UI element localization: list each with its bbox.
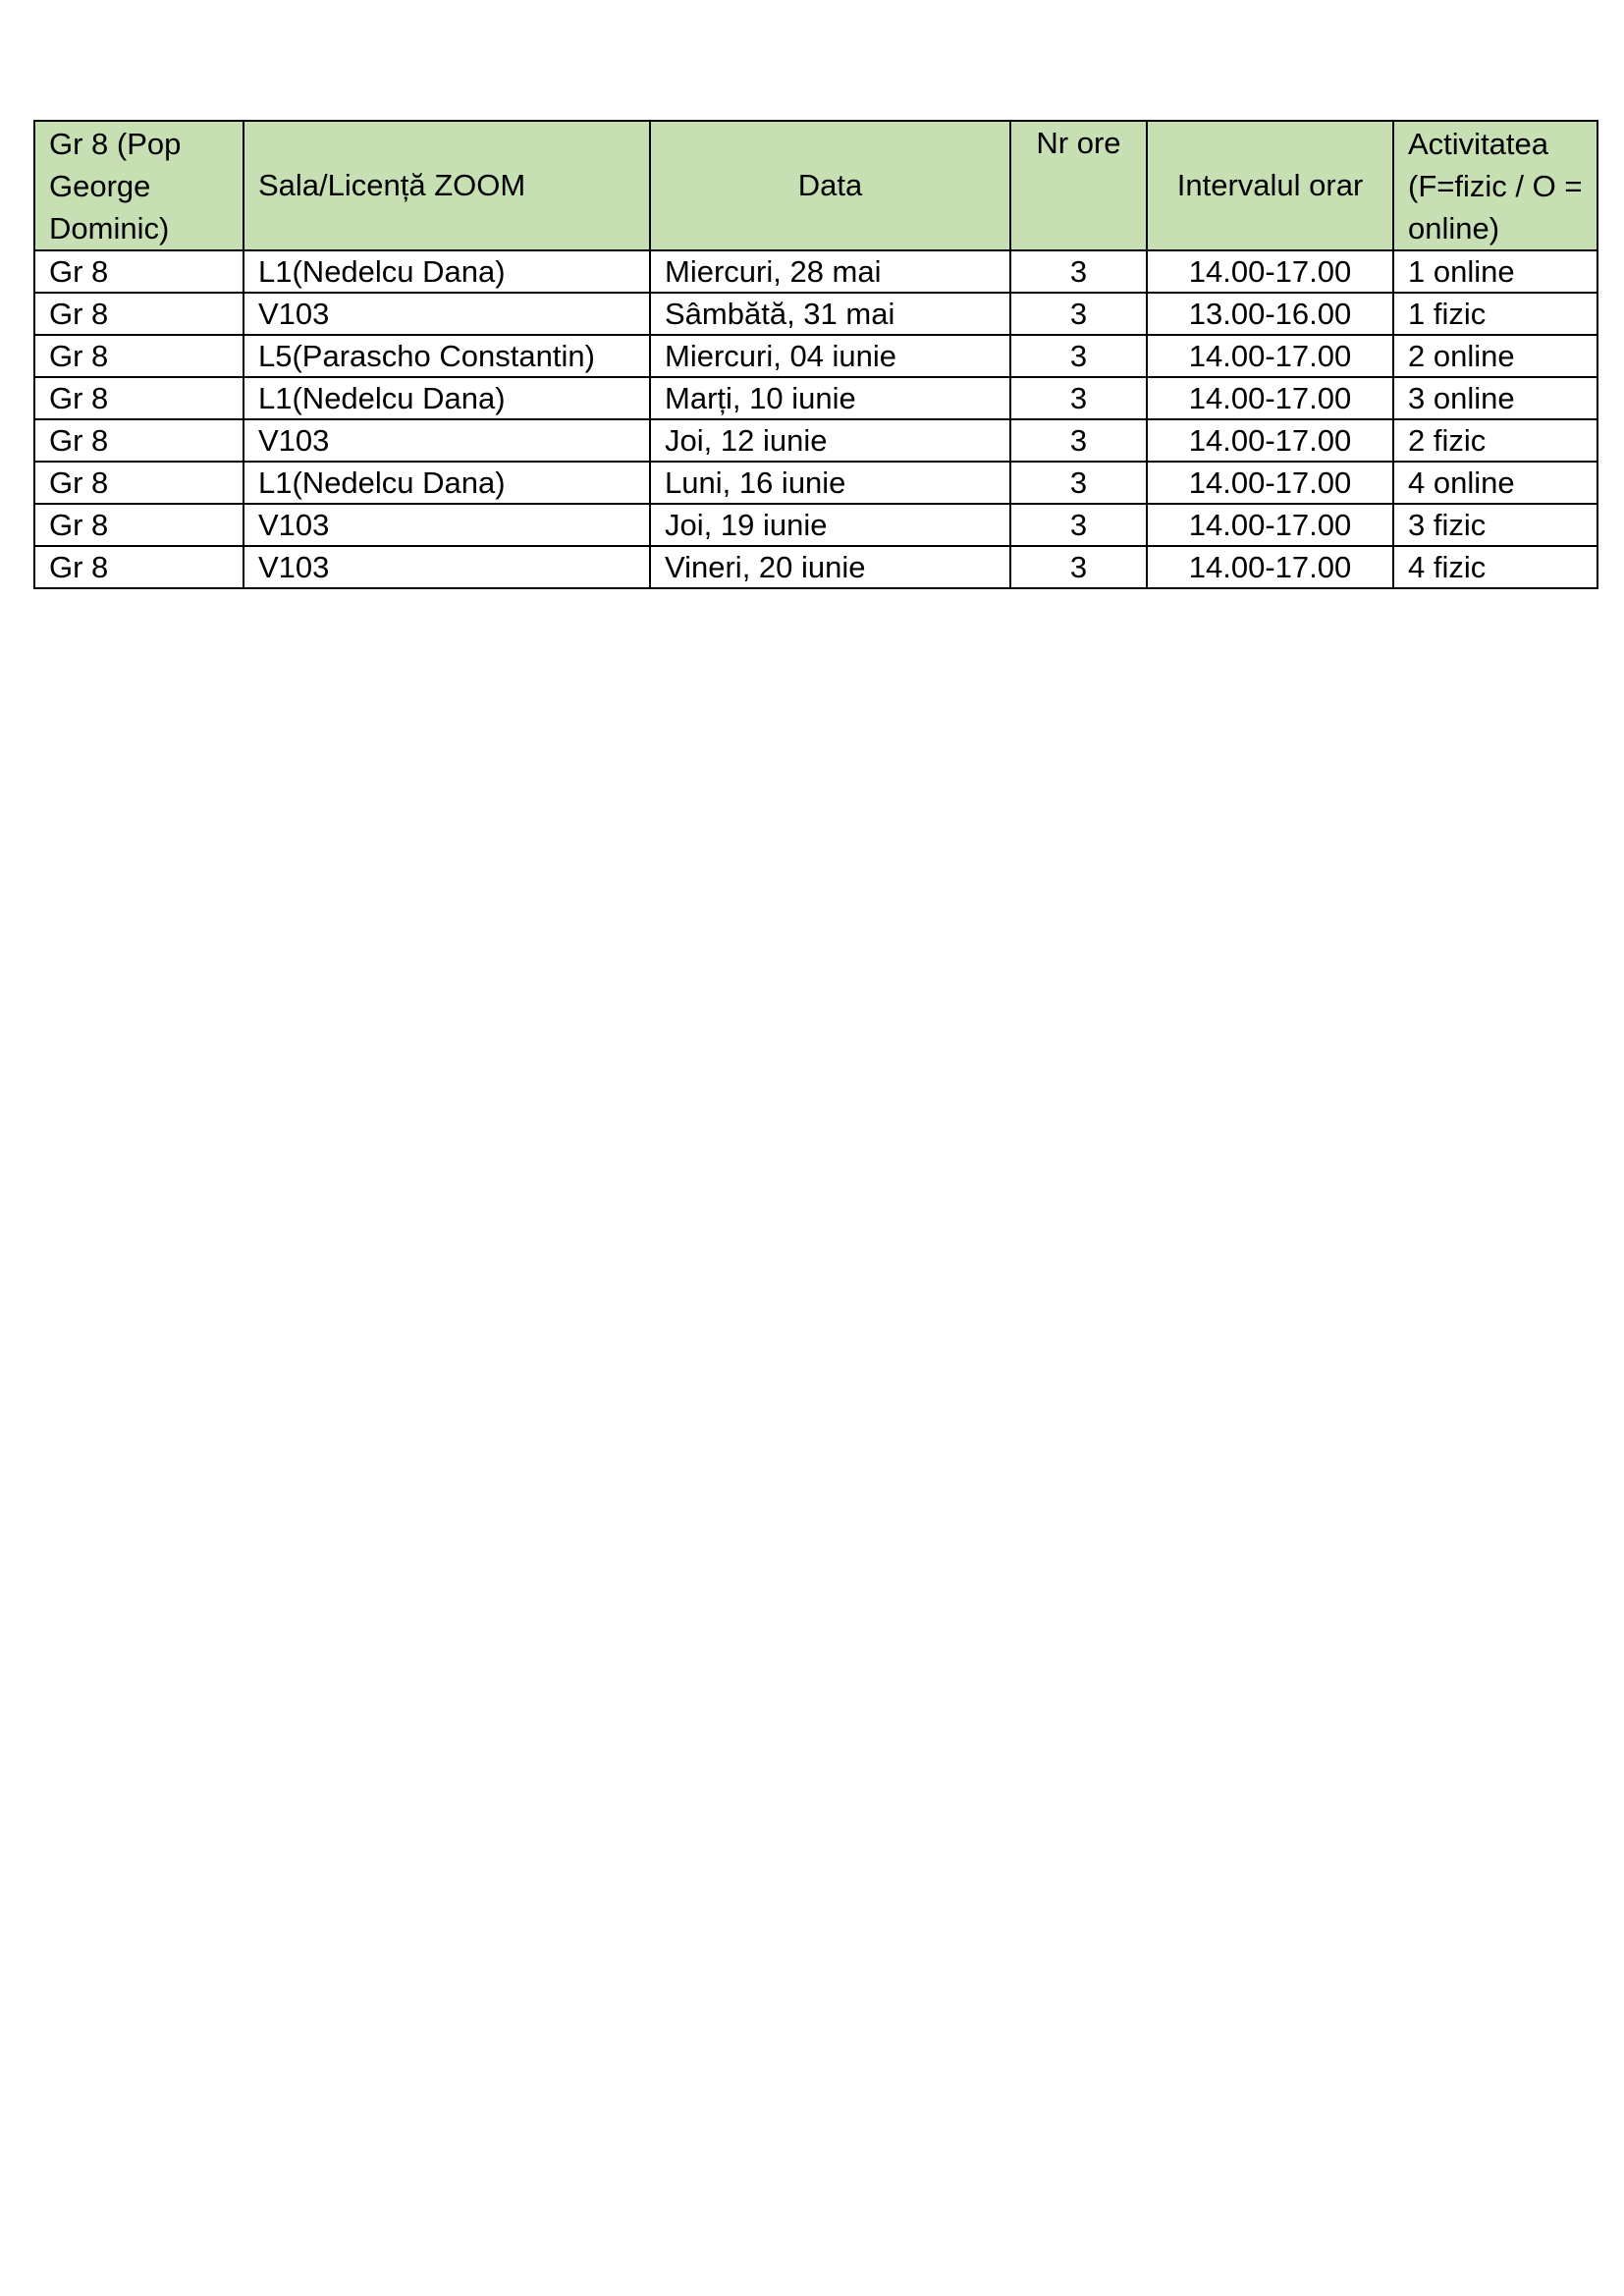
cell-group: Gr 8	[34, 419, 244, 462]
cell-hours: 3	[1010, 546, 1147, 588]
table-row	[34, 546, 1597, 588]
cell-interval: 13.00-16.00	[1147, 293, 1393, 335]
cell-activity: 1 fizic	[1393, 293, 1597, 335]
table-row	[34, 293, 1597, 335]
cell-room: V103	[244, 546, 650, 588]
cell-hours: 3	[1010, 335, 1147, 377]
header-hours: Nr ore	[1010, 121, 1147, 250]
cell-activity: 3 online	[1393, 377, 1597, 419]
table-row	[34, 504, 1597, 546]
cell-date: Vineri, 20 iunie	[650, 546, 1010, 588]
schedule-table	[33, 120, 1598, 589]
cell-group: Gr 8	[34, 377, 244, 419]
cell-activity: 1 online	[1393, 250, 1597, 293]
cell-group: Gr 8	[34, 546, 244, 588]
cell-interval: 14.00-17.00	[1147, 462, 1393, 504]
cell-interval: 14.00-17.00	[1147, 335, 1393, 377]
cell-room: L5(Parascho Constantin)	[244, 335, 650, 377]
header-activity: Activitatea (F=fizic / O = online)	[1393, 121, 1597, 250]
cell-hours: 3	[1010, 462, 1147, 504]
header-group: Gr 8 (Pop George Dominic)	[34, 121, 244, 250]
cell-date: Luni, 16 iunie	[650, 462, 1010, 504]
cell-hours: 3	[1010, 250, 1147, 293]
cell-hours: 3	[1010, 419, 1147, 462]
header-room: Sala/Licență ZOOM	[244, 121, 650, 250]
table-body	[34, 250, 1597, 588]
cell-room: L1(Nedelcu Dana)	[244, 462, 650, 504]
cell-hours: 3	[1010, 293, 1147, 335]
header-row	[34, 121, 1597, 250]
cell-group: Gr 8	[34, 504, 244, 546]
table-row	[34, 462, 1597, 504]
table-row	[34, 335, 1597, 377]
table-header	[34, 121, 1597, 250]
cell-activity: 4 online	[1393, 462, 1597, 504]
cell-room: V103	[244, 504, 650, 546]
table-row	[34, 377, 1597, 419]
cell-date: Marți, 10 iunie	[650, 377, 1010, 419]
table-row	[34, 419, 1597, 462]
cell-date: Joi, 19 iunie	[650, 504, 1010, 546]
cell-hours: 3	[1010, 377, 1147, 419]
cell-activity: 4 fizic	[1393, 546, 1597, 588]
cell-room: V103	[244, 293, 650, 335]
cell-group: Gr 8	[34, 250, 244, 293]
cell-room: L1(Nedelcu Dana)	[244, 250, 650, 293]
cell-activity: 2 online	[1393, 335, 1597, 377]
cell-hours: 3	[1010, 504, 1147, 546]
cell-interval: 14.00-17.00	[1147, 377, 1393, 419]
cell-activity: 3 fizic	[1393, 504, 1597, 546]
cell-group: Gr 8	[34, 293, 244, 335]
cell-room: V103	[244, 419, 650, 462]
header-date: Data	[650, 121, 1010, 250]
cell-interval: 14.00-17.00	[1147, 250, 1393, 293]
cell-interval: 14.00-17.00	[1147, 504, 1393, 546]
cell-room: L1(Nedelcu Dana)	[244, 377, 650, 419]
cell-date: Joi, 12 iunie	[650, 419, 1010, 462]
table-row	[34, 250, 1597, 293]
cell-group: Gr 8	[34, 462, 244, 504]
header-interval: Intervalul orar	[1147, 121, 1393, 250]
cell-date: Sâmbătă, 31 mai	[650, 293, 1010, 335]
cell-interval: 14.00-17.00	[1147, 546, 1393, 588]
cell-group: Gr 8	[34, 335, 244, 377]
cell-date: Miercuri, 04 iunie	[650, 335, 1010, 377]
cell-activity: 2 fizic	[1393, 419, 1597, 462]
cell-interval: 14.00-17.00	[1147, 419, 1393, 462]
cell-date: Miercuri, 28 mai	[650, 250, 1010, 293]
